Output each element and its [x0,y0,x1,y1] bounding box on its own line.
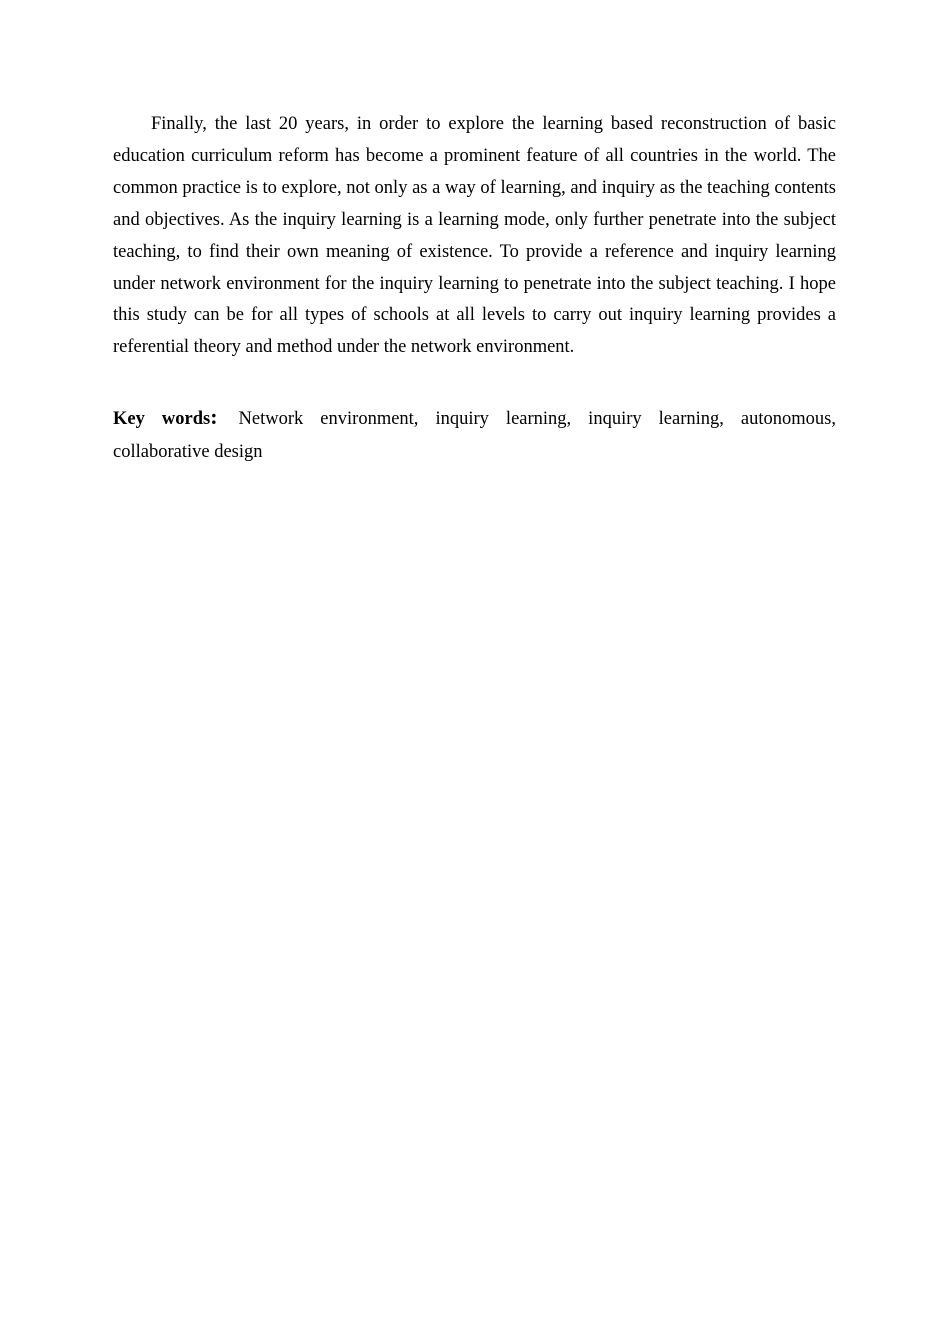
abstract-paragraph: Finally, the last 20 years, in order to explore the learning based reconstruction of basic education curriculum reform has become a prominent feature of all countries in the world. The common practice is to explore, not only as a way of learning, and inquiry as the teaching contents and objectives. As the inquiry learning is a learning mode, only further penetrate into the subject teaching, to find their own meaning of existence. To provide a reference and inquiry learning under network environment for the inquiry learning to penetrate into the subject teaching. I hope this study can be for all types of schools at all levels to carry out inquiry learning provides a referential theory and method under the network environment. [113,114,836,358]
keywords-text: Network environment, inquiry learning, inquiry learning, autonomous, collaborative design [113,409,836,462]
abstract-section [113,109,836,468]
keywords-label: Key words [113,409,211,430]
keywords-colon: : [210,404,218,430]
keywords-line [113,401,836,468]
